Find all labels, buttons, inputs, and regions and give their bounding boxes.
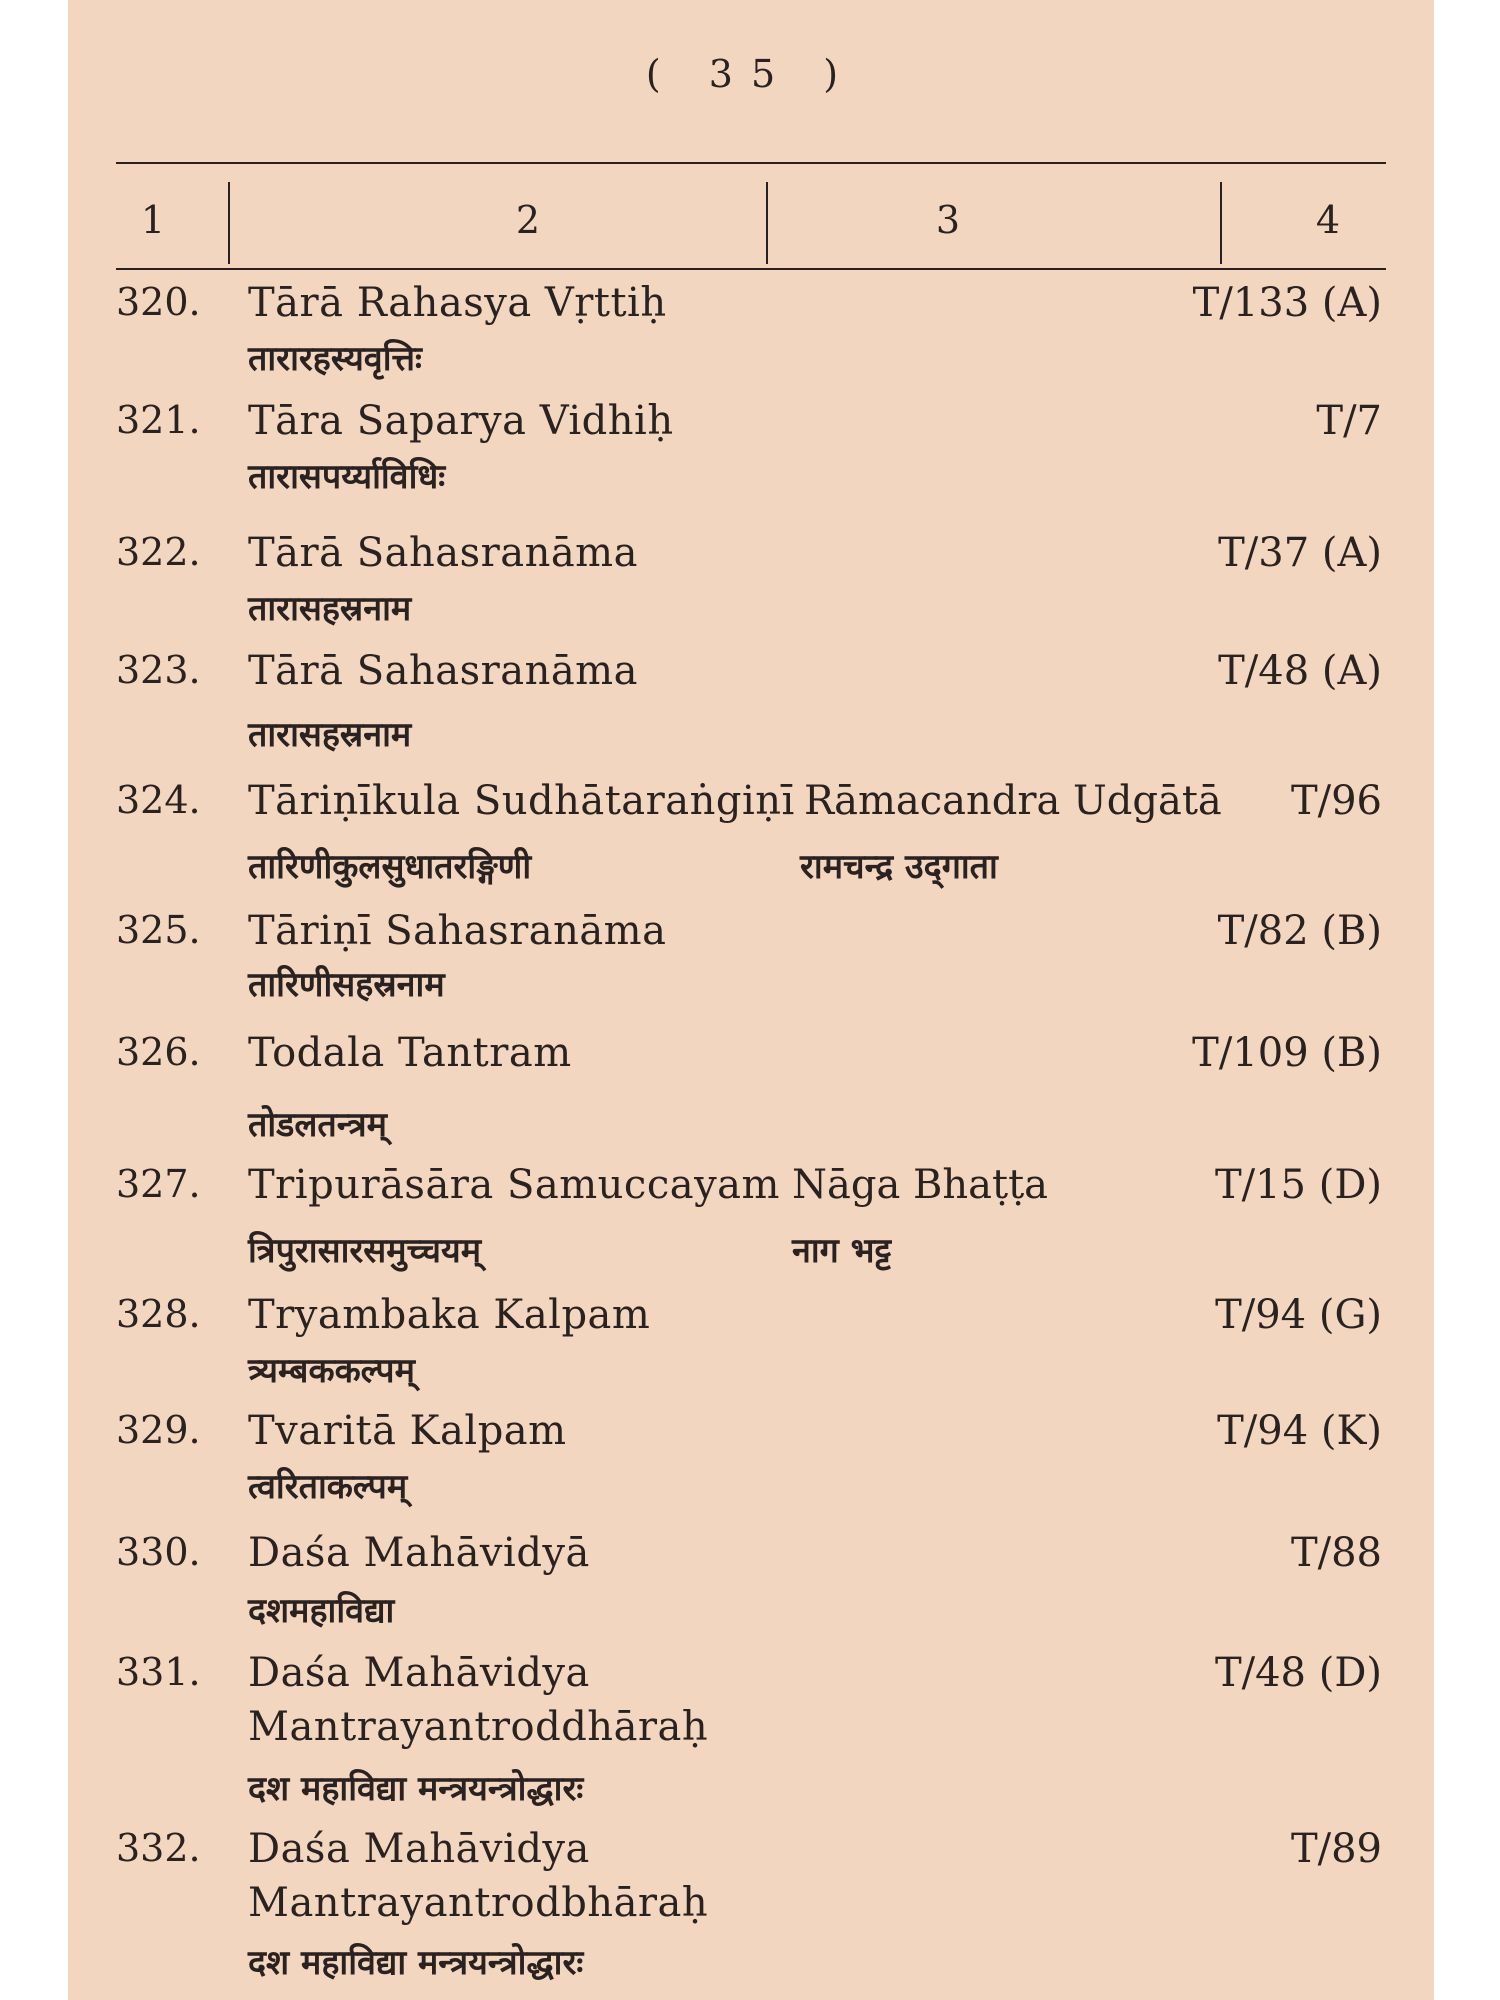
entry-title: Daśa Mahāvidya <box>248 1650 590 1696</box>
entry-reference: T/37 (A) <box>1218 530 1382 576</box>
entry-title: Tāriṇīkula Sudhātaraṅgiṇī <box>248 778 795 824</box>
entry-number: 332. <box>116 1826 201 1870</box>
entry-reference: T/88 <box>1290 1530 1382 1576</box>
page-number: ( 35 ) <box>645 52 857 96</box>
entry-title-devanagari: दश महाविद्या मन्त्रयन्त्रोद्धारः <box>248 1943 584 1983</box>
entry-title-devanagari: तोडलतन्त्रम् <box>248 1105 387 1145</box>
entry-reference: T/94 (G) <box>1215 1292 1382 1338</box>
column-header-4: 4 <box>1315 198 1341 242</box>
header-rule <box>116 268 1386 270</box>
entry-number: 330. <box>116 1530 201 1574</box>
entry-title: Tripurāsāra Samuccayam <box>248 1162 780 1208</box>
entry-title-devanagari: तारासपर्य्याविधिः <box>248 457 446 497</box>
entry-reference: T/48 (D) <box>1214 1650 1382 1696</box>
entry-author-devanagari: रामचन्द्र उद्‌गाता <box>800 847 998 887</box>
entry-title-devanagari: त्वरिताकल्पम् <box>248 1467 408 1507</box>
entry-number: 329. <box>116 1408 201 1452</box>
entry-title-continued: Mantrayantroddhāraḥ <box>248 1704 709 1750</box>
column-header-3: 3 <box>935 198 961 242</box>
entry-title-devanagari: त्र्यम्बककल्पम् <box>248 1351 415 1391</box>
entry-author: Rāmacandra Udgātā <box>804 778 1222 824</box>
entry-title: Tāra Saparya Vidhiḥ <box>248 398 674 444</box>
entry-reference: T/82 (B) <box>1217 908 1382 954</box>
entry-number: 326. <box>116 1030 201 1074</box>
column-header-2: 2 <box>515 198 541 242</box>
entry-number: 323. <box>116 648 201 692</box>
entry-title: Tryambaka Kalpam <box>248 1292 651 1338</box>
entry-number: 331. <box>116 1650 201 1694</box>
entry-reference: T/109 (B) <box>1192 1030 1382 1076</box>
entry-reference: T/94 (K) <box>1217 1408 1382 1454</box>
column-header-1: 1 <box>140 198 166 242</box>
entry-title: Todala Tantram <box>248 1030 572 1076</box>
book-page <box>68 0 1434 2000</box>
entry-title: Daśa Mahāvidya <box>248 1826 590 1872</box>
entry-title: Tārā Sahasranāma <box>248 648 638 694</box>
entry-title: Tārā Sahasranāma <box>248 530 638 576</box>
entry-title: Tāriṇī Sahasranāma <box>248 908 667 954</box>
column-separator <box>766 182 768 264</box>
entry-number: 328. <box>116 1292 201 1336</box>
entry-number: 321. <box>116 398 201 442</box>
entry-title-devanagari: तारासहस्रनाम <box>248 715 412 755</box>
entry-title: Daśa Mahāvidyā <box>248 1530 590 1576</box>
entry-title-continued: Mantrayantrodbhāraḥ <box>248 1880 709 1926</box>
entry-title-devanagari: तारारहस्यवृत्तिः <box>248 339 422 379</box>
entry-reference: T/15 (D) <box>1214 1162 1382 1208</box>
entry-title-devanagari: तारासहस्रनाम <box>248 589 412 629</box>
entry-title-devanagari: तारिणीकुलसुधातरङ्गिणी <box>248 847 532 887</box>
entry-reference: T/96 <box>1290 778 1382 824</box>
entry-title: Tvaritā Kalpam <box>248 1408 567 1454</box>
entry-author: Nāga Bhaṭṭa <box>792 1162 1049 1208</box>
entry-reference: T/7 <box>1316 398 1382 444</box>
entry-title-devanagari: त्रिपुरासारसमुच्चयम् <box>248 1231 482 1271</box>
entry-reference: T/48 (A) <box>1218 648 1382 694</box>
entry-title-devanagari: तारिणीसहस्रनाम <box>248 965 445 1005</box>
entry-number: 322. <box>116 530 201 574</box>
entry-title: Tārā Rahasya Vṛttiḥ <box>248 280 667 326</box>
column-separator <box>228 182 230 264</box>
entry-reference: T/133 (A) <box>1192 280 1382 326</box>
column-separator <box>1220 182 1222 264</box>
entry-author-devanagari: नाग भट्ट <box>792 1231 892 1271</box>
top-rule <box>116 162 1386 164</box>
entry-number: 327. <box>116 1162 201 1206</box>
entry-title-devanagari: दश महाविद्या मन्त्रयन्त्रोद्धारः <box>248 1769 584 1809</box>
entry-number: 320. <box>116 280 201 324</box>
entry-title-devanagari: दशमहाविद्या <box>248 1591 395 1631</box>
entry-reference: T/89 <box>1290 1826 1382 1872</box>
entry-number: 324. <box>116 778 201 822</box>
entry-number: 325. <box>116 908 201 952</box>
